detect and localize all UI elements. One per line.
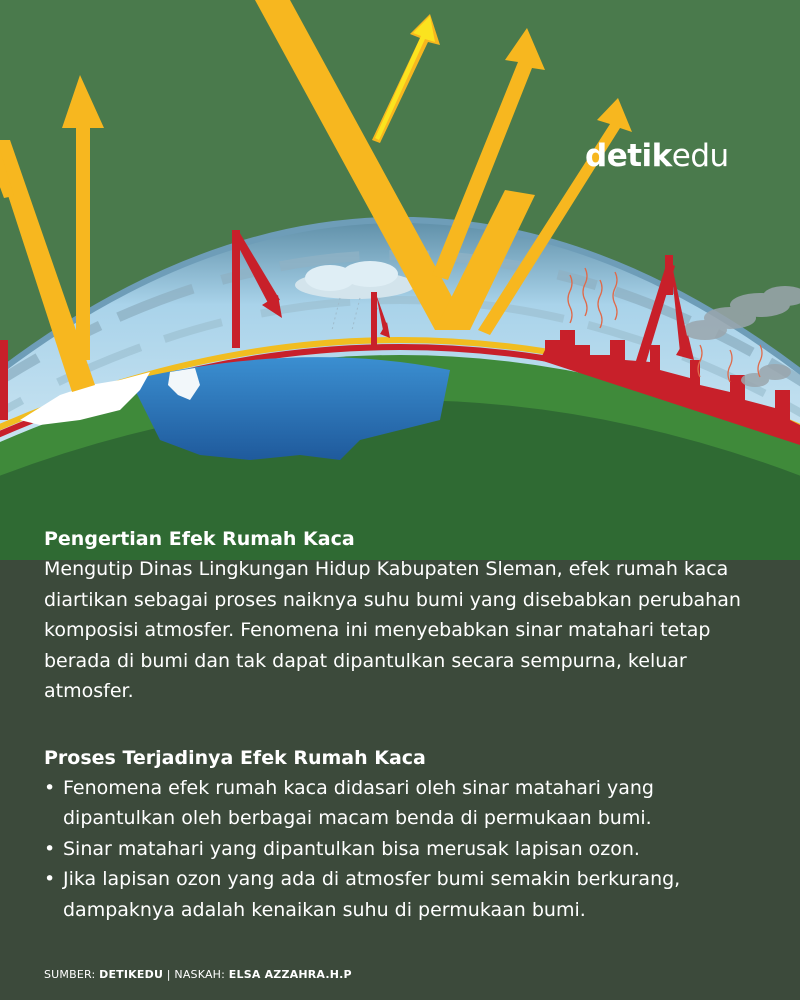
- source-value: DETIKEDU: [99, 968, 164, 981]
- source-label: SUMBER:: [44, 968, 96, 981]
- list-item: • Jika lapisan ozon yang ada di atmosfer bumi semakin berkurang, dampaknya adalah kenaikan suhu di permukaan bumi.: [44, 864, 764, 925]
- list-item: • Sinar matahari yang dipantulkan bisa merusak lapisan ozon.: [44, 834, 764, 865]
- process-list: [44, 773, 764, 926]
- author-label: NASKAH:: [174, 968, 226, 981]
- bullet-icon: •: [44, 868, 56, 890]
- article-content: [44, 528, 764, 925]
- footer-separator: |: [166, 968, 171, 981]
- bullet-icon: •: [44, 776, 56, 799]
- section-title-process: Proses Terjadinya Efek Rumah Kaca: [44, 746, 426, 769]
- definition-paragraph: Mengutip Dinas Lingkungan Hidup Kabupaten Sleman, efek rumah kaca diartikan sebagai proses naiknya suhu bumi yang disebabkan perubahan komposisi atmosfer. Fenomena ini menyebabkan sinar matahari tetap berada di bumi dan tak dapat dipantulkan secara sempurna, keluar atmosfer.: [44, 558, 741, 702]
- author-value: ELSA AZZAHRA.H.P: [228, 968, 352, 981]
- list-item: • Fenomena efek rumah kaca didasari oleh sinar matahari yang dipantulkan oleh berbagai macam benda di permukaan bumi.: [44, 773, 764, 834]
- detikedu-logo: detikedu: [585, 138, 729, 174]
- section-title-definition: Pengertian Efek Rumah Kaca: [44, 528, 355, 550]
- bullet-icon: •: [44, 837, 56, 860]
- credits-footer: [44, 968, 352, 981]
